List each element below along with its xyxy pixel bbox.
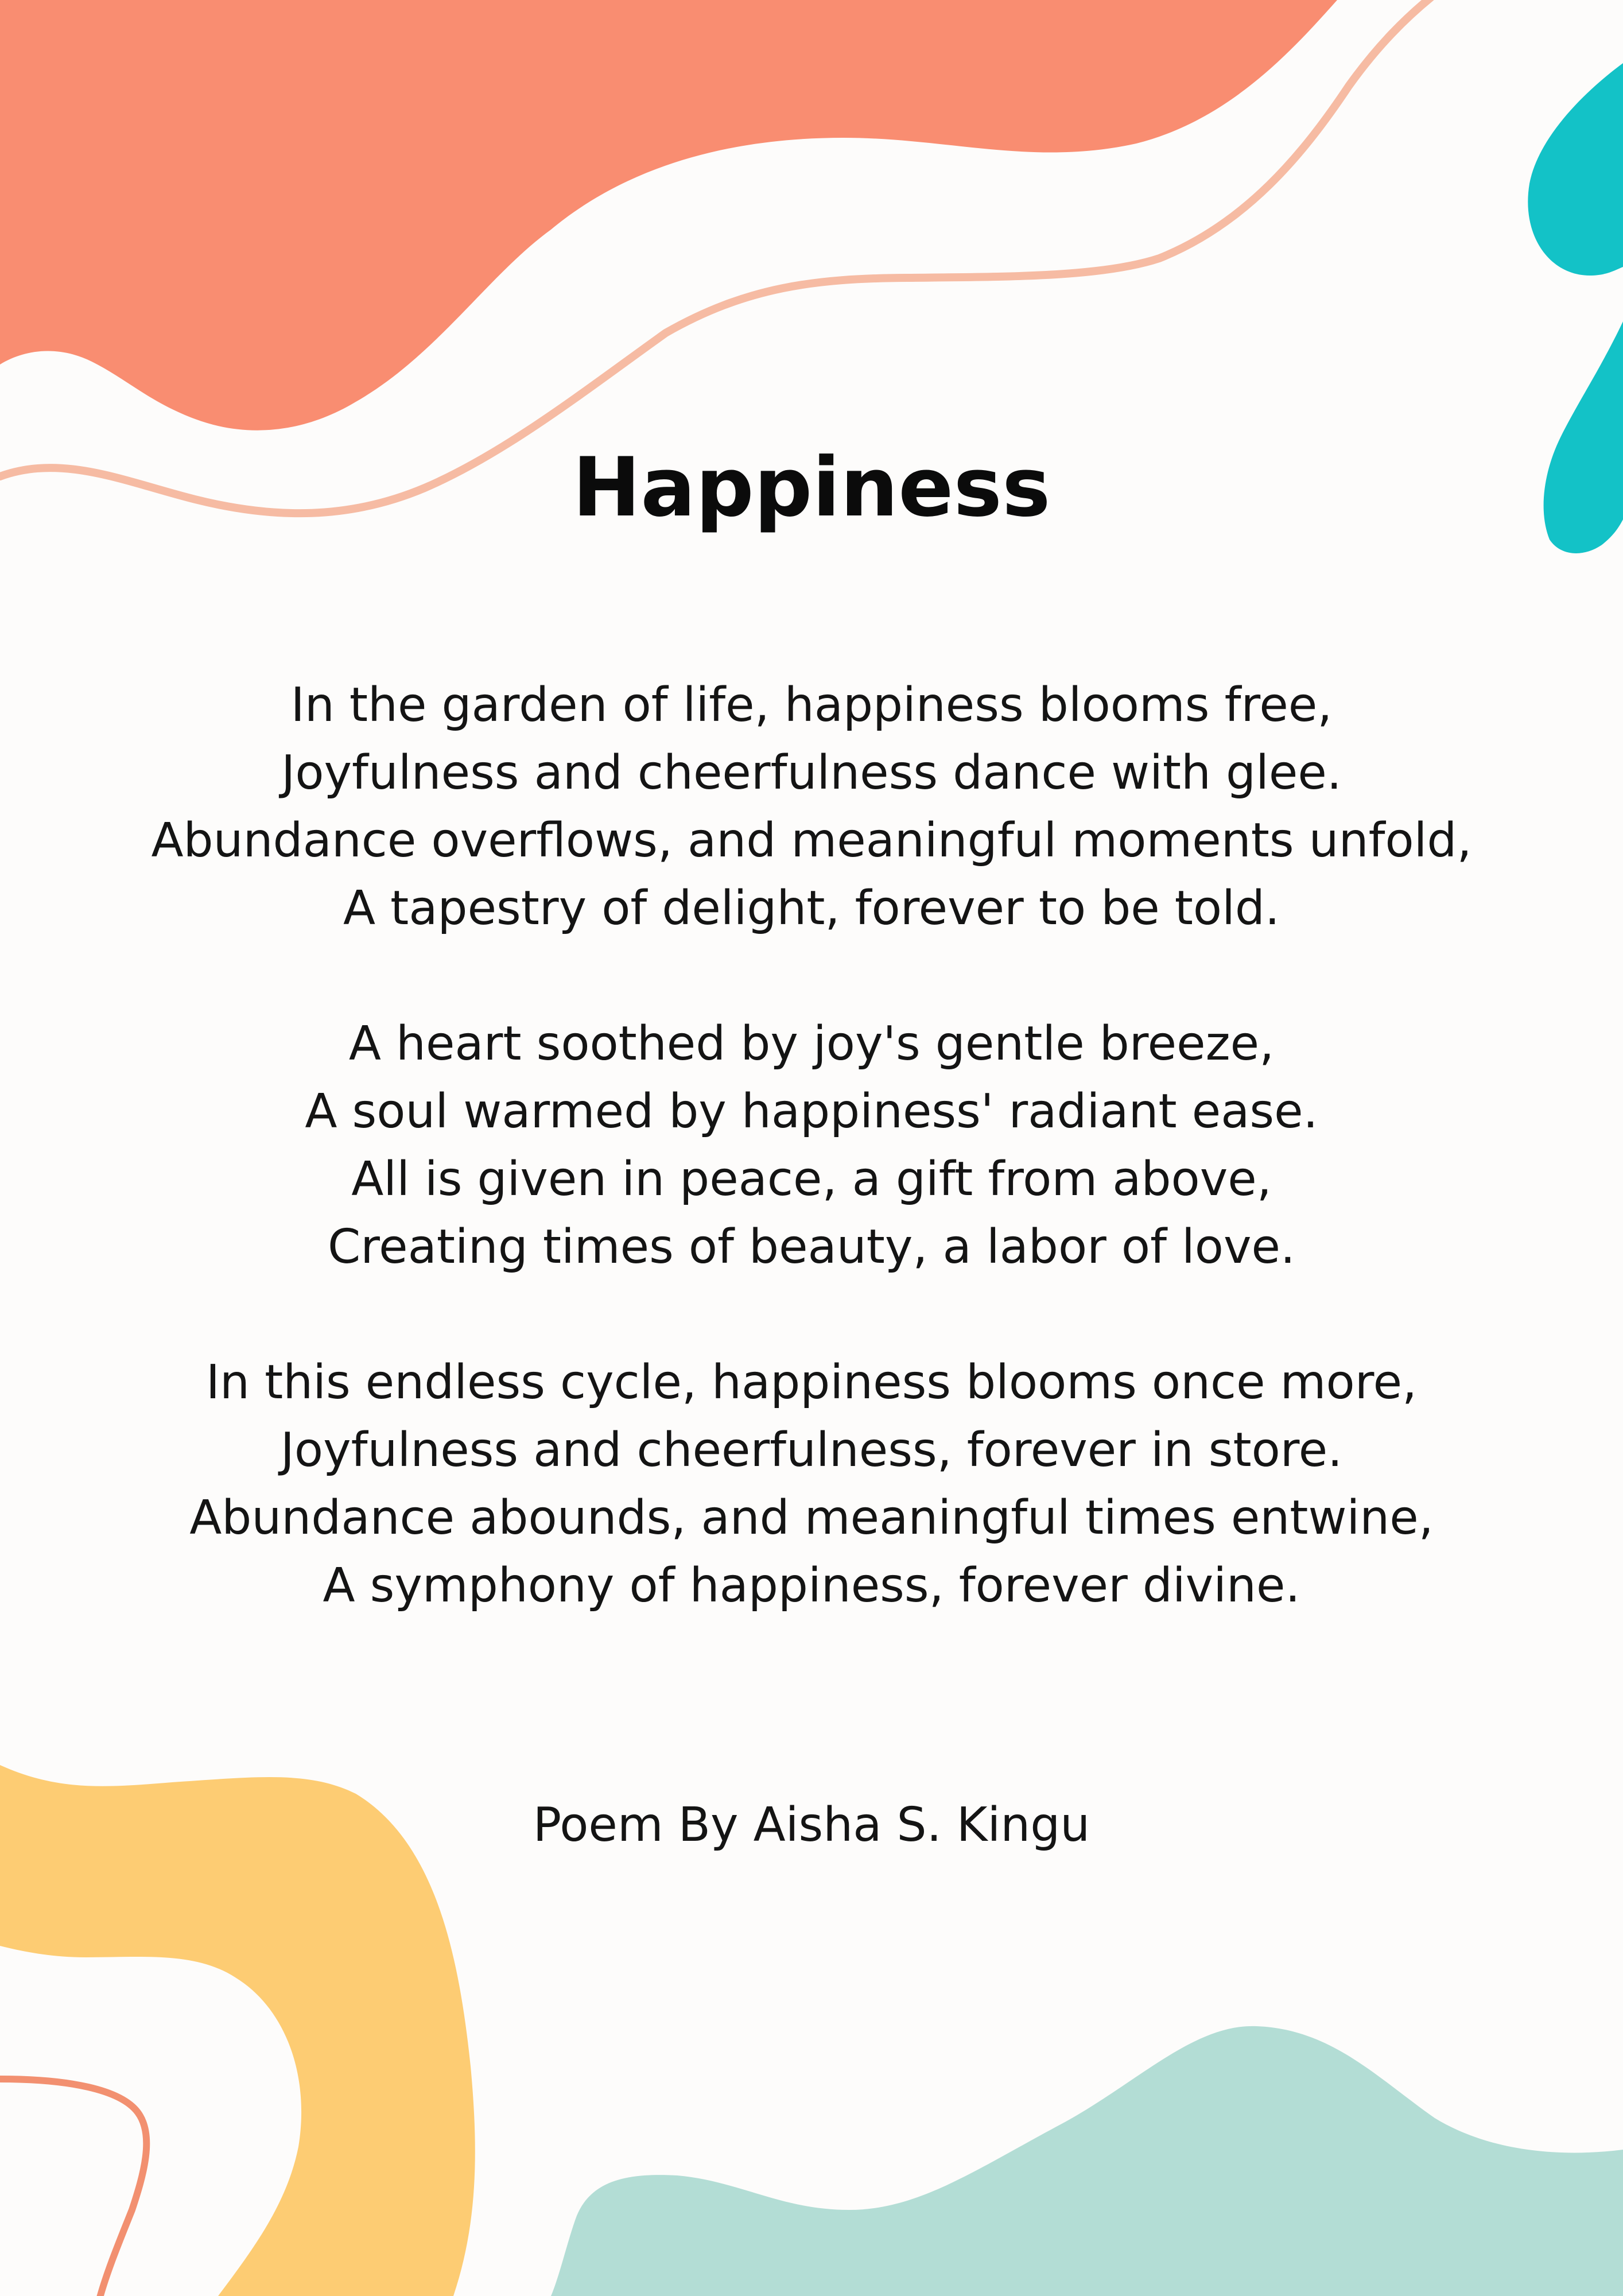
author-credit: Poem By Aisha S. Kingu xyxy=(533,1798,1090,1852)
mint-blob-shape xyxy=(551,2026,1623,2296)
coral-blob-shape xyxy=(0,0,1337,430)
poem-line: Joyfulness and cheerfulness dance with glee. xyxy=(281,746,1342,800)
poem-line: A soul warmed by happiness' radiant ease. xyxy=(305,1084,1318,1139)
poem-line: A heart soothed by joy's gentle breeze, xyxy=(348,1017,1275,1071)
poem-body xyxy=(0,672,1623,1688)
poem-line: Abundance abounds, and meaningful times entwine, xyxy=(189,1491,1434,1545)
stanza-2 xyxy=(0,1010,1623,1281)
poem-line: A symphony of happiness, forever divine. xyxy=(323,1558,1300,1613)
poem-line: All is given in peace, a gift from above, xyxy=(351,1152,1272,1207)
page-title: Happiness xyxy=(572,440,1051,535)
poem-line: In the garden of life, happiness blooms free, xyxy=(290,678,1333,732)
poem-line: Creating times of beauty, a labor of love. xyxy=(327,1220,1295,1274)
stanza-3 xyxy=(0,1349,1623,1620)
coral-curl-line xyxy=(0,2079,146,2296)
poem-line: In this endless cycle, happiness blooms once more, xyxy=(205,1355,1418,1410)
poem-line: Abundance overflows, and meaningful moments unfold, xyxy=(151,813,1472,868)
poem-line: A tapestry of delight, forever to be told. xyxy=(343,881,1280,936)
poem-line: Joyfulness and cheerfulness, forever in store. xyxy=(280,1423,1343,1477)
stanza-1 xyxy=(0,672,1623,943)
